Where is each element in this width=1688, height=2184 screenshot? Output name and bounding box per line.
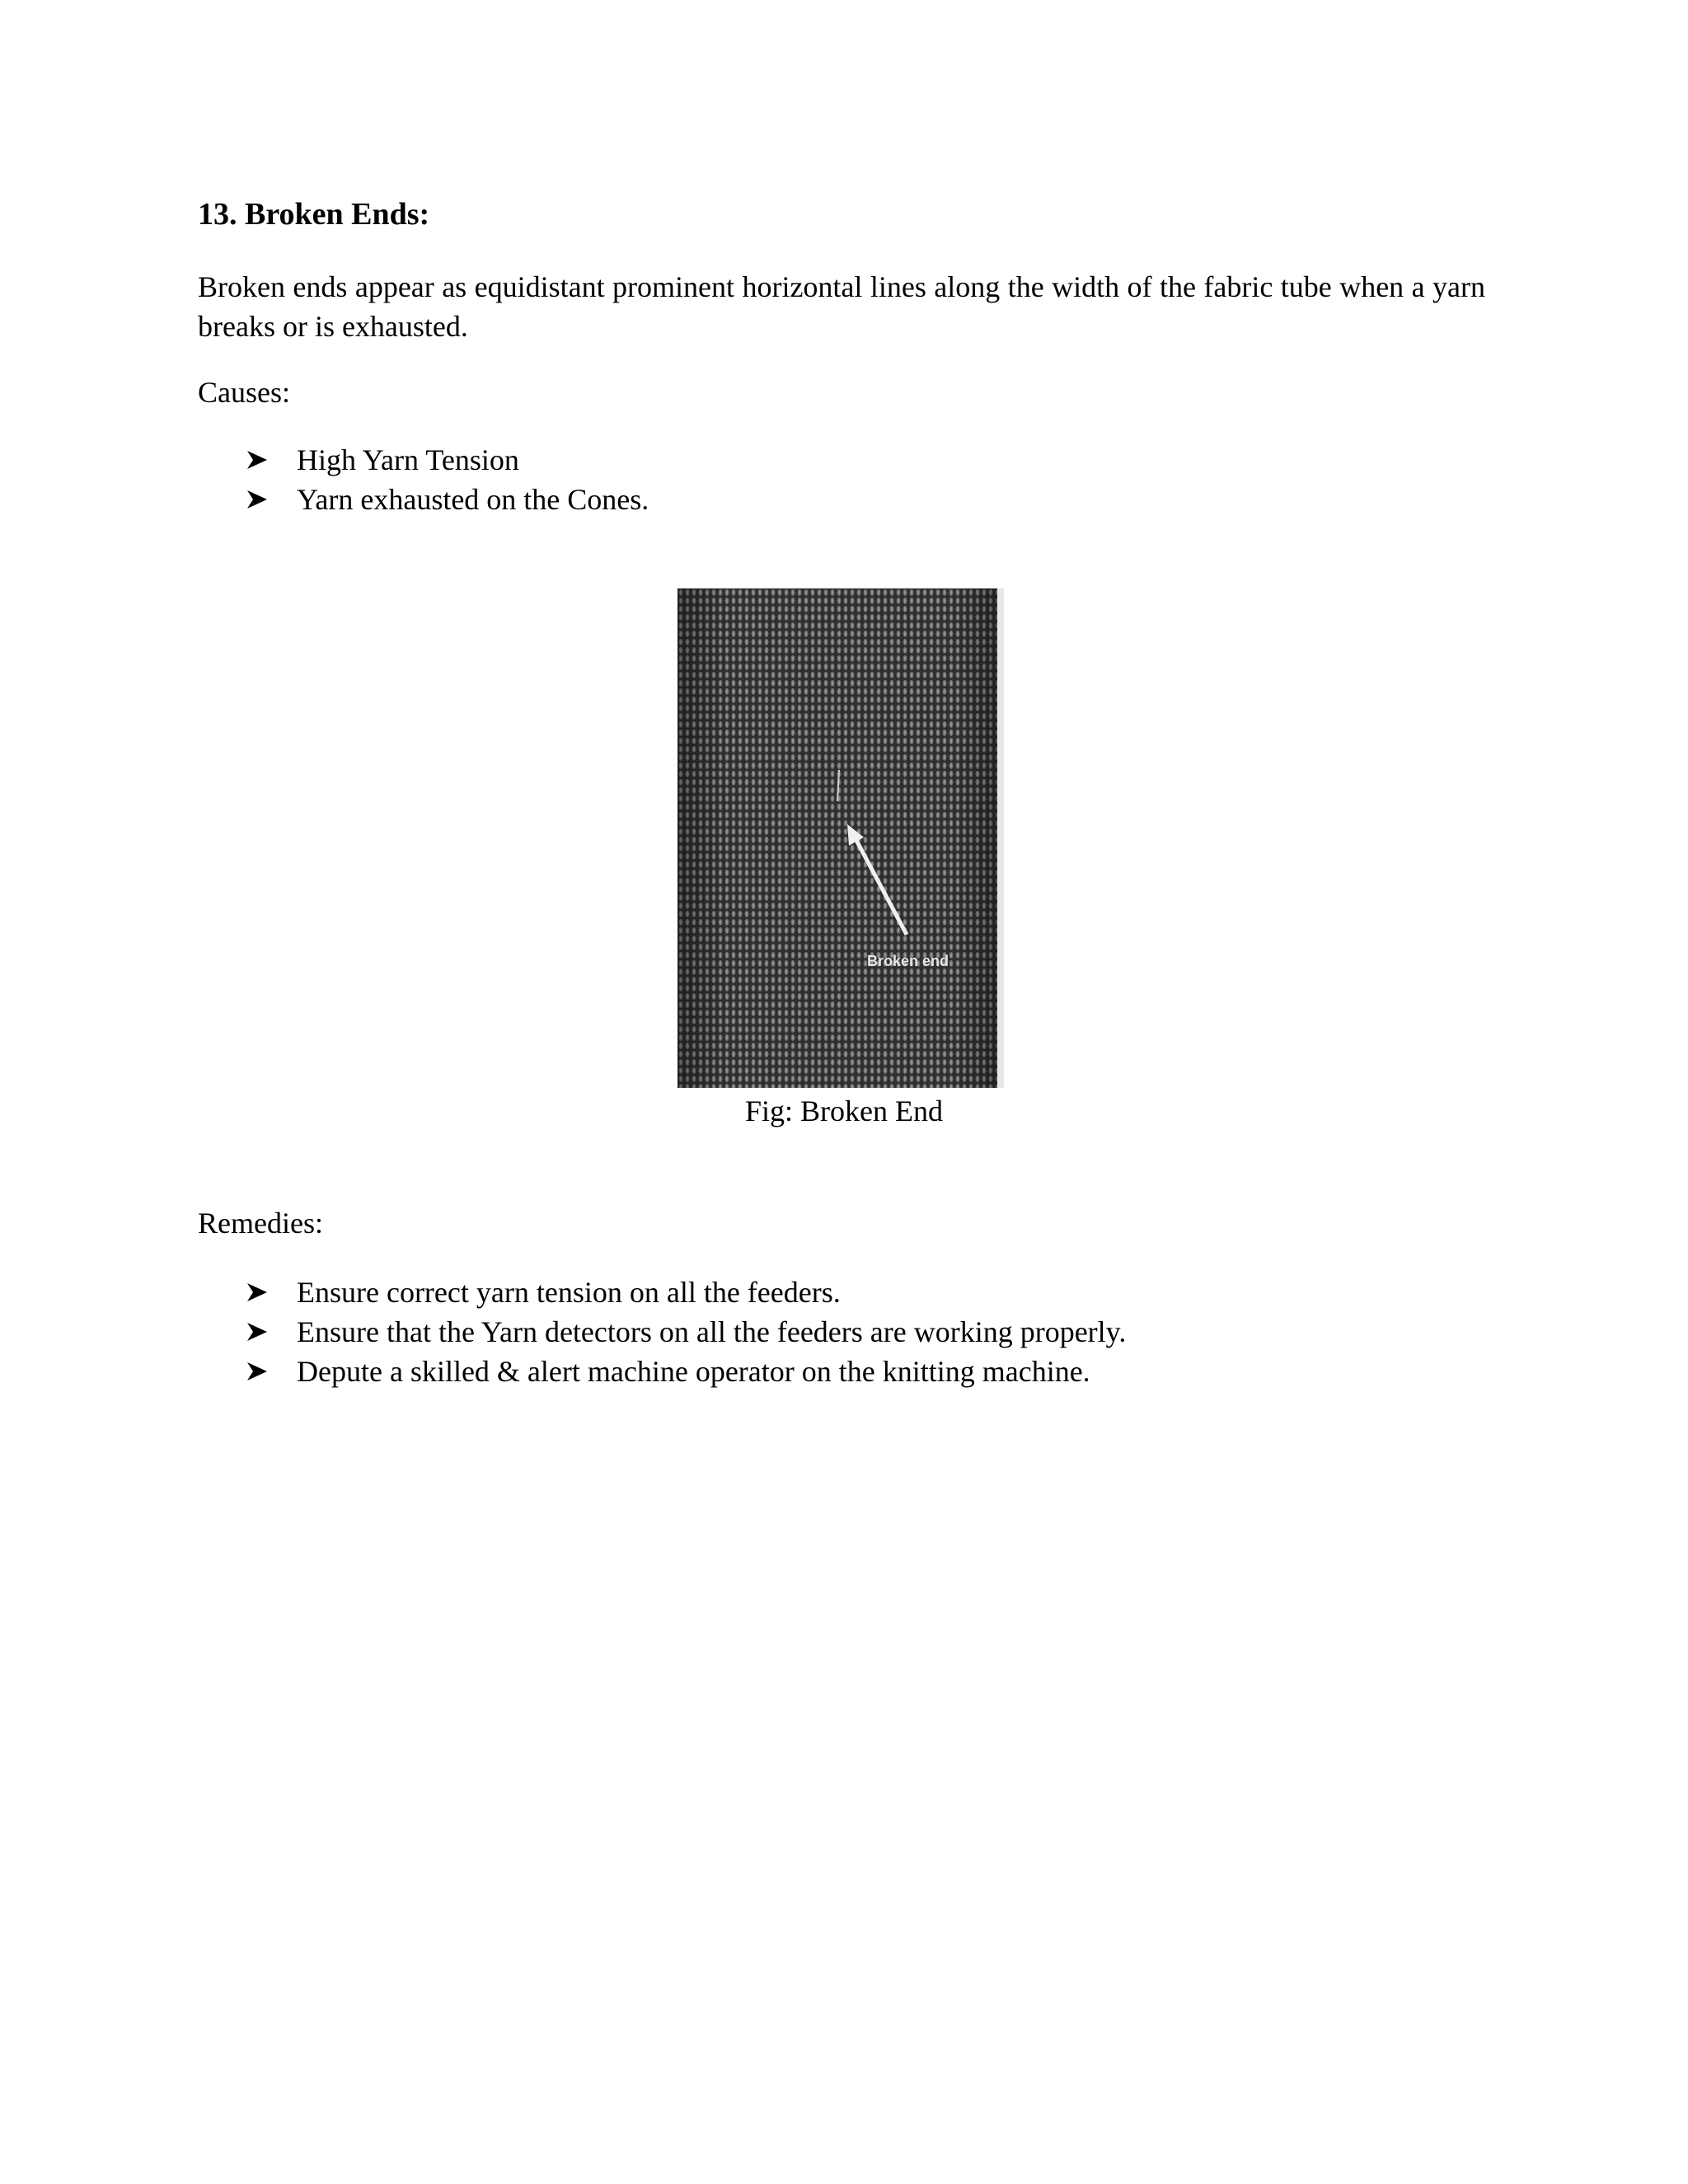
description-paragraph: Broken ends appear as equidistant prominent horizontal lines along the width of the fabric tube when a yarn breaks or is exhausted. [198,270,1485,343]
remedy-text: Depute a skilled & alert machine operator on the knitting machine. [297,1355,1090,1388]
cause-text: Yarn exhausted on the Cones. [297,483,649,516]
cause-text: High Yarn Tension [297,443,519,476]
arrowhead-bullet-icon [247,440,269,480]
arrowhead-bullet-icon [247,1352,269,1391]
broken-end-annotation: Broken end [867,953,950,969]
section-heading: 13. Broken Ends: [198,197,430,232]
causes-label: Causes: [198,376,290,409]
remedies-label: Remedies: [198,1207,323,1240]
figure-caption: Fig: Broken End [745,1094,943,1127]
remedy-text: Ensure correct yarn tension on all the feeders. [297,1276,841,1309]
arrowhead-bullet-icon [247,480,269,519]
remedy-text: Ensure that the Yarn detectors on all the feeders are working properly. [297,1315,1127,1348]
arrowhead-bullet-icon [247,1272,269,1312]
arrowhead-bullet-icon [247,1312,269,1352]
broken-end-fabric-image [678,588,1004,1088]
